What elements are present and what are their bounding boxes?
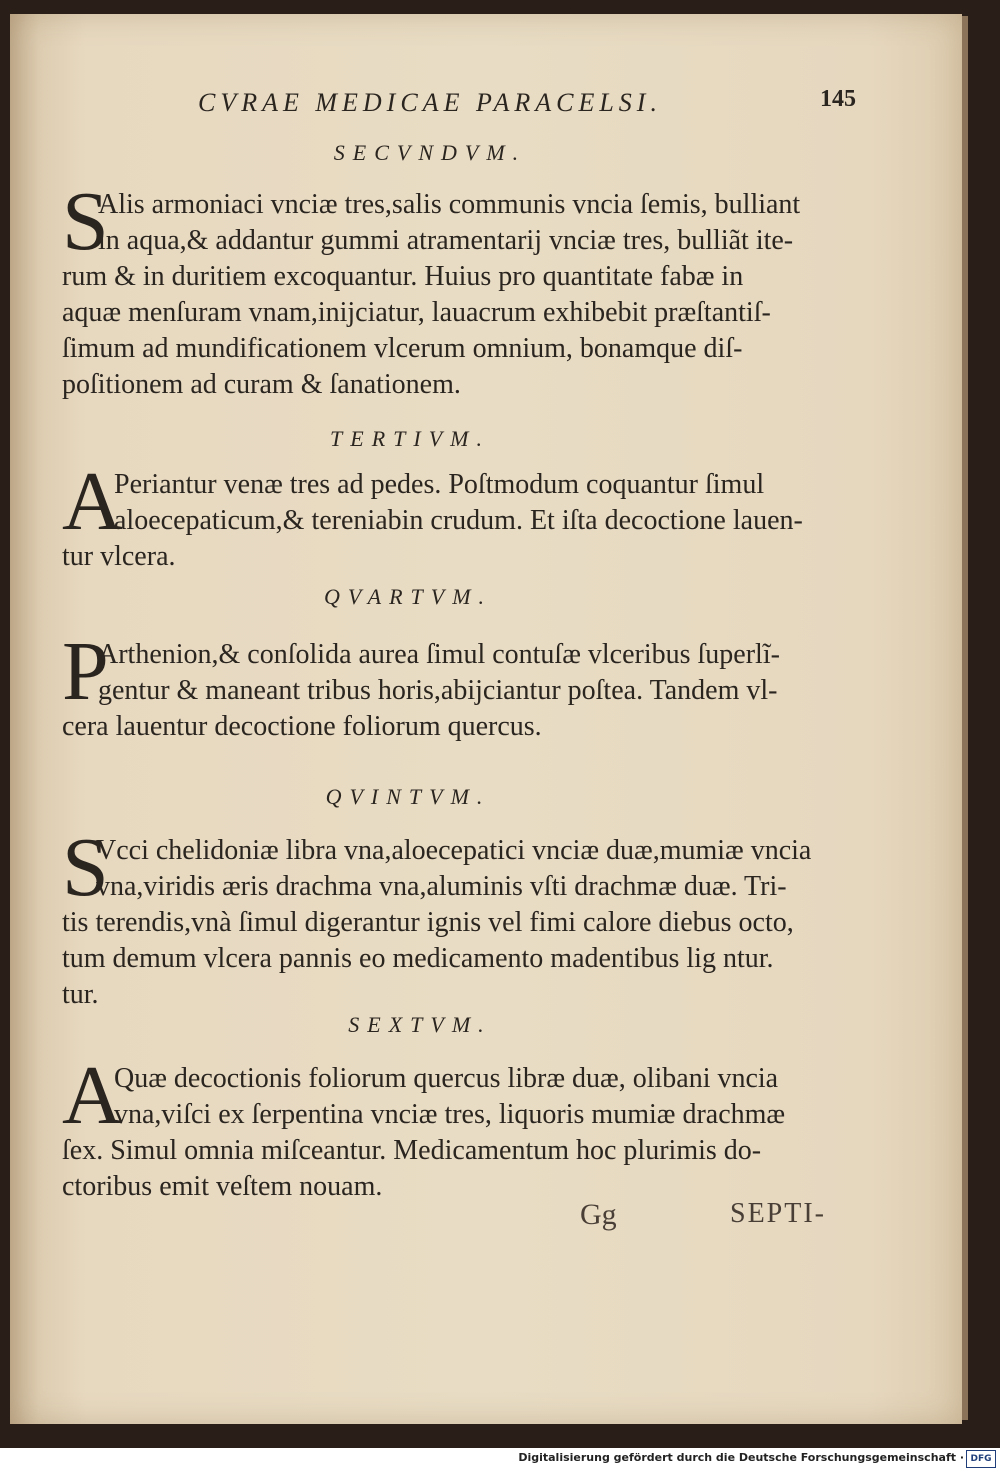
dfg-logo[interactable]: DFG <box>966 1450 996 1468</box>
text-line: tis terendis,vnà ſimul digerantur ignis vel fimi calore diebus octo, <box>62 907 794 938</box>
section-heading-quartum: QVARTVM. <box>323 584 493 609</box>
drop-cap: S <box>62 175 109 268</box>
text-line: gentur & maneant tribus horis,abijciantur poſtea. Tandem vl- <box>98 675 778 706</box>
text-line: ſex. Simul omnia miſceantur. Medicamentum hoc plurimis do- <box>62 1135 762 1166</box>
funding-notice: Digitalisierung gefördert durch die Deutsche Forschungsgemeinschaft · <box>518 1451 964 1464</box>
text-line: tur vlcera. <box>62 541 176 572</box>
text-line: cera lauentur decoctione foliorum quercus. <box>62 711 542 742</box>
text-line: Periantur venæ tres ad pedes. Poſtmodum coquantur ſimul <box>114 469 765 500</box>
text-line: tum demum vlcera pannis eo medicamento madentibus lig ntur. <box>62 943 774 974</box>
text-line: in aqua,& addantur gummi atramentarij vnciæ tres, bulliãt ite- <box>98 225 794 256</box>
text-line: rum & in duritiem excoquantur. Huius pro quantitate fabæ in <box>62 261 744 292</box>
drop-cap: P <box>62 625 109 718</box>
text-line: vna,viridis æris drachma vna,aluminis vſti drachmæ duæ. Tri- <box>96 871 787 902</box>
drop-cap: A <box>62 455 123 548</box>
page-edge <box>962 16 968 1420</box>
section-heading-sextum: SEXTVM. <box>348 1012 492 1037</box>
text-line: Alis armoniaci vnciæ tres,salis communis vncia ſemis, bulliant <box>98 189 801 220</box>
signature-mark: Gg <box>580 1198 617 1231</box>
text-line: aloecepaticum,& tereniabin crudum. Et iſta decoctione lauen- <box>114 505 803 536</box>
text-line: poſitionem ad curam & ſanationem. <box>62 369 461 400</box>
running-head: CVRAE MEDICAE PARACELSI. <box>198 88 662 117</box>
section-heading-tertium: TERTIVM. <box>330 426 490 451</box>
text-line: ctoribus emit veſtem nouam. <box>62 1171 383 1202</box>
catchword: SEPTI- <box>730 1198 826 1229</box>
section-heading-quintum: QVINTVM. <box>325 784 491 809</box>
text-line: Quæ decoctionis foliorum quercus libræ duæ, olibani vncia <box>114 1063 779 1094</box>
page-number: 145 <box>820 86 856 112</box>
drop-cap: S <box>62 821 109 914</box>
text-line: aquæ menſuram vnam,inijciatur, lauacrum exhibebit præſtantiſ- <box>62 297 771 328</box>
drop-cap: A <box>62 1049 123 1142</box>
text-line: vna,viſci ex ſerpentina vnciæ tres, liquoris mumiæ drachmæ <box>114 1099 786 1130</box>
text-line: Arthenion,& conſolida aurea ſimul contuſæ vlceribus ſuperlĩ- <box>98 639 780 670</box>
section-heading-secundum: SECVNDVM. <box>333 140 527 165</box>
text-line: Vcci chelidoniæ libra vna,aloecepatici vnciæ duæ,mumiæ vncia <box>96 835 812 866</box>
text-line: tur. <box>62 979 99 1010</box>
text-line: ſimum ad mundificationem vlcerum omnium, bonamque diſ- <box>62 333 743 364</box>
